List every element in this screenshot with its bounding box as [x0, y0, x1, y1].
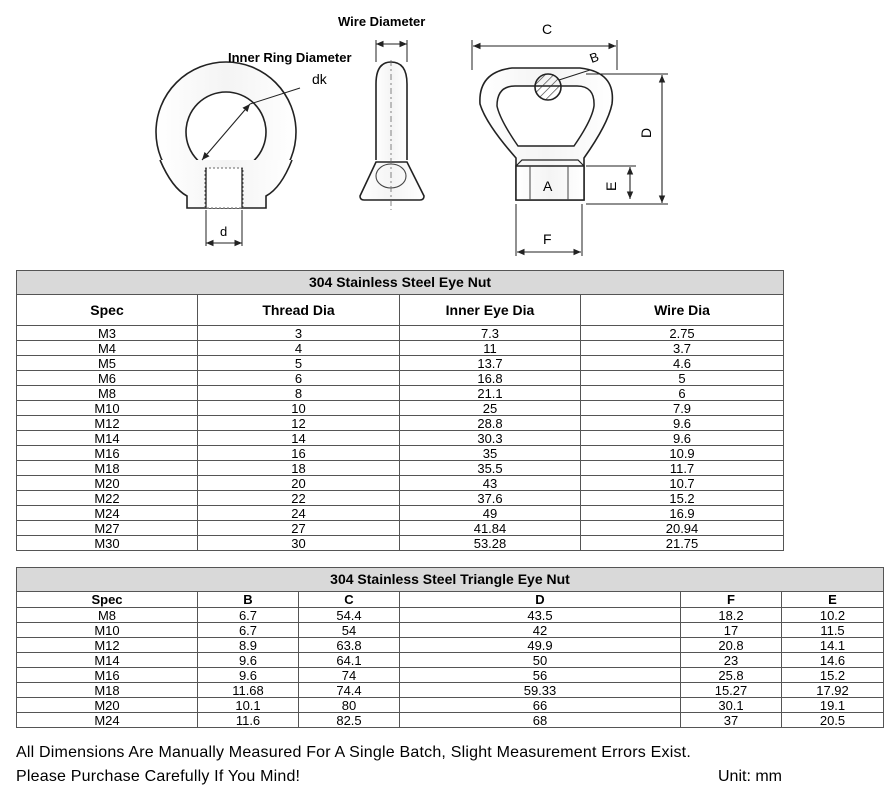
eye-nut-header-cell: Spec [17, 295, 198, 326]
eye-nut-row [17, 536, 784, 551]
label-c: C [542, 21, 553, 37]
triangle-eye-nut-cell: 9.6 [198, 653, 299, 668]
eye-nut-row [17, 401, 784, 416]
eye-nut-row [17, 446, 784, 461]
eye-nut-cell: 30.3 [400, 431, 581, 446]
eye-nut-row [17, 356, 784, 371]
triangle-eye-nut-cell: M10 [17, 623, 198, 638]
triangle-eye-nut-cell: M24 [17, 713, 198, 728]
eye-nut-cell: M6 [17, 371, 198, 386]
triangle-eye-nut-header-cell: D [400, 592, 681, 608]
triangle-eye-nut-cell: 64.1 [299, 653, 400, 668]
eye-nut-cell: 8 [198, 386, 400, 401]
eye-nut-cell: 30 [198, 536, 400, 551]
eye-nut-cell: M14 [17, 431, 198, 446]
triangle-eye-nut-cell: 54 [299, 623, 400, 638]
eye-nut-row [17, 431, 784, 446]
triangle-eye-nut-cell: 19.1 [782, 698, 884, 713]
eye-nut-cell: 41.84 [400, 521, 581, 536]
triangle-eye-nut-table-title: 304 Stainless Steel Triangle Eye Nut [17, 568, 884, 592]
eye-nut-cell: 37.6 [400, 491, 581, 506]
eye-nut-cell: M24 [17, 506, 198, 521]
triangle-eye-nut-cell: M14 [17, 653, 198, 668]
eye-nut-cell: 35 [400, 446, 581, 461]
eye-nut-row [17, 491, 784, 506]
triangle-eye-nut-cell: 25.8 [681, 668, 782, 683]
eye-nut-row [17, 386, 784, 401]
triangle-eye-nut-row [17, 683, 884, 698]
triangle-eye-nut-header-row [17, 592, 884, 608]
eye-nut-cell: M5 [17, 356, 198, 371]
eye-nut-cell: M18 [17, 461, 198, 476]
eye-nut-cell: M22 [17, 491, 198, 506]
eye-nut-cell: 4 [198, 341, 400, 356]
eye-nut-row [17, 461, 784, 476]
triangle-eye-nut-cell: 30.1 [681, 698, 782, 713]
eye-nut-cell: 12 [198, 416, 400, 431]
eye-nut-cell: M3 [17, 326, 198, 341]
eye-nut-row [17, 371, 784, 386]
triangle-eye-nut-cell: 10.2 [782, 608, 884, 623]
eye-nut-row [17, 341, 784, 356]
eye-nut-cell: M27 [17, 521, 198, 536]
triangle-eye-nut-view [472, 21, 668, 256]
eye-nut-header-row [17, 295, 784, 326]
triangle-eye-nut-row [17, 668, 884, 683]
eye-nut-cell: M4 [17, 341, 198, 356]
eye-nut-cell: 16 [198, 446, 400, 461]
eye-nut-cell: 13.7 [400, 356, 581, 371]
eye-nut-cell: 24 [198, 506, 400, 521]
triangle-eye-nut-cell: 14.6 [782, 653, 884, 668]
dimension-diagram [0, 0, 800, 262]
eye-nut-header-cell: Wire Dia [581, 295, 784, 326]
eye-nut-row [17, 476, 784, 491]
triangle-eye-nut-cell: 68 [400, 713, 681, 728]
label-d-height: D [638, 127, 654, 138]
eye-nut-cell: 3.7 [581, 341, 784, 356]
measurement-note: All Dimensions Are Manually Measured For A Single Batch, Slight Measurement Errors Exist. [16, 744, 691, 761]
triangle-eye-nut-cell: 66 [400, 698, 681, 713]
triangle-eye-nut-cell: M16 [17, 668, 198, 683]
triangle-eye-nut-cell: 8.9 [198, 638, 299, 653]
eye-nut-cell: 15.2 [581, 491, 784, 506]
eye-nut-row [17, 506, 784, 521]
eye-nut-cell: 16.9 [581, 506, 784, 521]
label-inner-ring-diameter: Inner Ring Diameter [228, 50, 352, 65]
eye-nut-cell: 11.7 [581, 461, 784, 476]
triangle-eye-nut-cell: 54.4 [299, 608, 400, 623]
triangle-eye-nut-cell: 14.1 [782, 638, 884, 653]
eye-nut-cell: 11 [400, 341, 581, 356]
eye-nut-cell: M30 [17, 536, 198, 551]
triangle-eye-nut-cell: 59.33 [400, 683, 681, 698]
triangle-eye-nut-row [17, 608, 884, 623]
eye-nut-cell: 10.7 [581, 476, 784, 491]
triangle-eye-nut-row [17, 623, 884, 638]
triangle-eye-nut-cell: M8 [17, 608, 198, 623]
eye-nut-header-cell: Thread Dia [198, 295, 400, 326]
triangle-eye-nut-cell: 18.2 [681, 608, 782, 623]
triangle-eye-nut-cell: 9.6 [198, 668, 299, 683]
triangle-eye-nut-cell: 43.5 [400, 608, 681, 623]
eye-nut-cell: 53.28 [400, 536, 581, 551]
label-d: d [220, 224, 228, 239]
triangle-eye-nut-cell: 15.27 [681, 683, 782, 698]
label-a: A [543, 178, 553, 194]
eye-nut-cell: M8 [17, 386, 198, 401]
triangle-eye-nut-cell: 49.9 [400, 638, 681, 653]
triangle-eye-nut-header-cell: F [681, 592, 782, 608]
triangle-eye-nut-cell: 80 [299, 698, 400, 713]
triangle-eye-nut-cell: 6.7 [198, 623, 299, 638]
eye-nut-cell: 10 [198, 401, 400, 416]
eye-nut-front-view [155, 0, 351, 246]
triangle-eye-nut-cell: M20 [17, 698, 198, 713]
triangle-eye-nut-header-cell: B [198, 592, 299, 608]
eye-nut-row [17, 521, 784, 536]
triangle-eye-nut-cell: 17.92 [782, 683, 884, 698]
eye-nut-cell: 5 [198, 356, 400, 371]
eye-nut-cell: 28.8 [400, 416, 581, 431]
triangle-eye-nut-row [17, 698, 884, 713]
eye-nut-cell: 6 [581, 386, 784, 401]
triangle-eye-nut-cell: 37 [681, 713, 782, 728]
label-dk: dk [312, 71, 327, 87]
purchase-note: Please Purchase Carefully If You Mind! [16, 768, 301, 785]
eye-nut-row [17, 416, 784, 431]
triangle-eye-nut-cell: 20.8 [681, 638, 782, 653]
triangle-eye-nut-cell: 15.2 [782, 668, 884, 683]
triangle-eye-nut-cell: 6.7 [198, 608, 299, 623]
label-e: E [603, 181, 619, 191]
triangle-eye-nut-cell: 11.68 [198, 683, 299, 698]
triangle-eye-nut-header-cell: C [299, 592, 400, 608]
eye-nut-cell: 5 [581, 371, 784, 386]
triangle-eye-nut-cell: 63.8 [299, 638, 400, 653]
triangle-eye-nut-cell: M18 [17, 683, 198, 698]
triangle-eye-nut-cell: M12 [17, 638, 198, 653]
triangle-eye-nut-table [16, 567, 884, 728]
eye-nut-cell: M12 [17, 416, 198, 431]
triangle-eye-nut-row [17, 638, 884, 653]
eye-nut-cell: 4.6 [581, 356, 784, 371]
triangle-eye-nut-cell: 11.6 [198, 713, 299, 728]
eye-nut-side-view [338, 14, 425, 210]
triangle-eye-nut-cell: 42 [400, 623, 681, 638]
triangle-eye-nut-row [17, 653, 884, 668]
eye-nut-cell: M16 [17, 446, 198, 461]
eye-nut-cell: M10 [17, 401, 198, 416]
label-f: F [543, 231, 552, 247]
triangle-eye-nut-cell: 82.5 [299, 713, 400, 728]
triangle-eye-nut-cell: 11.5 [782, 623, 884, 638]
eye-nut-cell: M20 [17, 476, 198, 491]
eye-nut-cell: 43 [400, 476, 581, 491]
eye-nut-row [17, 326, 784, 341]
eye-nut-cell: 7.9 [581, 401, 784, 416]
triangle-eye-nut-cell: 10.1 [198, 698, 299, 713]
eye-nut-cell: 16.8 [400, 371, 581, 386]
label-b: B [587, 48, 601, 66]
eye-nut-cell: 27 [198, 521, 400, 536]
eye-nut-cell: 9.6 [581, 431, 784, 446]
eye-nut-cell: 6 [198, 371, 400, 386]
eye-nut-header-cell: Inner Eye Dia [400, 295, 581, 326]
eye-nut-cell: 49 [400, 506, 581, 521]
eye-nut-cell: 2.75 [581, 326, 784, 341]
triangle-eye-nut-cell: 17 [681, 623, 782, 638]
eye-nut-cell: 10.9 [581, 446, 784, 461]
eye-nut-cell: 18 [198, 461, 400, 476]
triangle-eye-nut-cell: 23 [681, 653, 782, 668]
eye-nut-cell: 21.1 [400, 386, 581, 401]
eye-nut-cell: 7.3 [400, 326, 581, 341]
triangle-eye-nut-cell: 56 [400, 668, 681, 683]
eye-nut-cell: 20 [198, 476, 400, 491]
triangle-eye-nut-cell: 20.5 [782, 713, 884, 728]
eye-nut-cell: 35.5 [400, 461, 581, 476]
eye-nut-cell: 3 [198, 326, 400, 341]
eye-nut-cell: 22 [198, 491, 400, 506]
eye-nut-cell: 9.6 [581, 416, 784, 431]
eye-nut-cell: 21.75 [581, 536, 784, 551]
triangle-eye-nut-header-cell: E [782, 592, 884, 608]
eye-nut-table [16, 270, 784, 551]
triangle-eye-nut-cell: 74.4 [299, 683, 400, 698]
triangle-eye-nut-cell: 50 [400, 653, 681, 668]
eye-nut-table-title: 304 Stainless Steel Eye Nut [17, 271, 784, 295]
label-wire-diameter: Wire Diameter [338, 14, 426, 29]
triangle-eye-nut-row [17, 713, 884, 728]
unit-label: Unit: mm [718, 768, 782, 785]
eye-nut-cell: 14 [198, 431, 400, 446]
eye-nut-cell: 25 [400, 401, 581, 416]
triangle-eye-nut-cell: 74 [299, 668, 400, 683]
triangle-eye-nut-header-cell: Spec [17, 592, 198, 608]
eye-nut-cell: 20.94 [581, 521, 784, 536]
